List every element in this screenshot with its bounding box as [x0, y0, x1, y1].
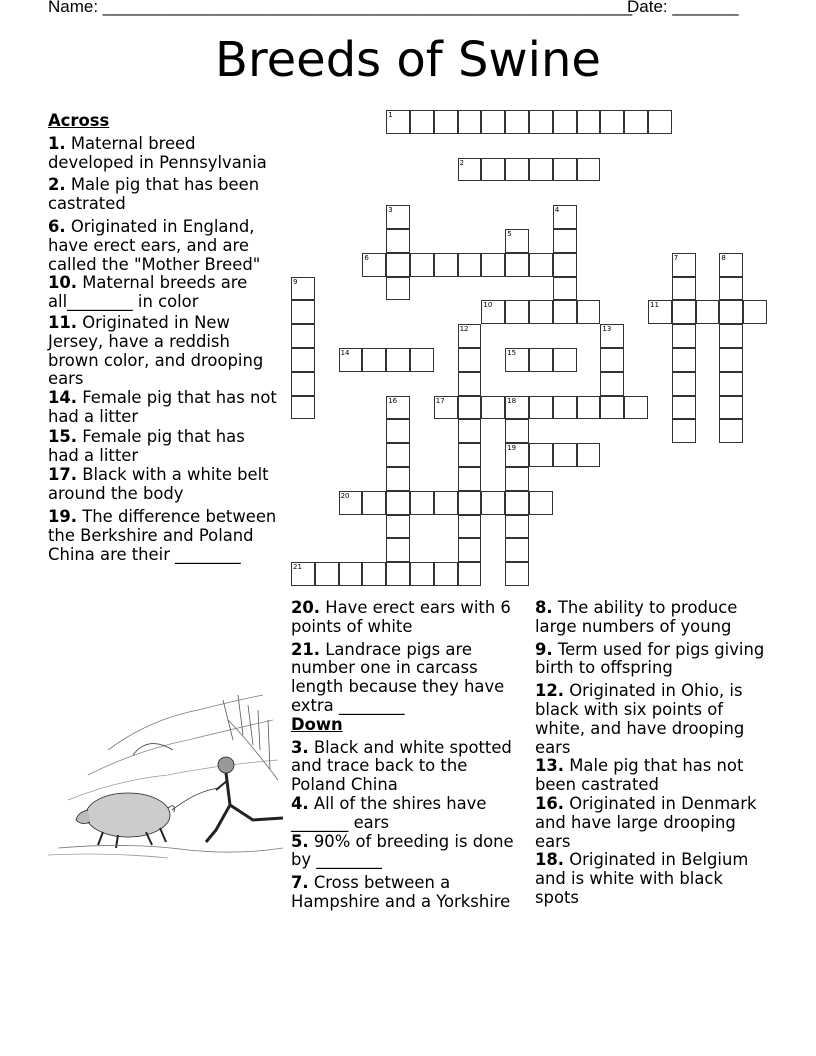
- grid-cell[interactable]: [553, 158, 577, 182]
- grid-cell[interactable]: [386, 348, 410, 372]
- grid-cell[interactable]: [719, 372, 743, 396]
- clue-down-8: 8. The ability to produce large numbers of young: [535, 598, 738, 636]
- grid-cell[interactable]: [553, 277, 577, 301]
- clue-number: 15: [507, 349, 517, 357]
- grid-cell[interactable]: [553, 229, 577, 253]
- grid-cell[interactable]: [291, 396, 315, 420]
- clue-across-19: 19. The difference between the Berkshire and Poland China are their ________: [48, 506, 277, 564]
- grid-cell[interactable]: [600, 396, 624, 420]
- grid-cell[interactable]: [719, 324, 743, 348]
- grid-cell[interactable]: [434, 491, 458, 515]
- grid-cell[interactable]: [505, 253, 529, 277]
- grid-cell[interactable]: [458, 253, 482, 277]
- clue-down-4: 4. All of the shires have _______ ears: [291, 793, 487, 832]
- clue-number: 14: [340, 349, 350, 357]
- grid-cell[interactable]: [434, 562, 458, 586]
- grid-cell[interactable]: [672, 419, 696, 443]
- grid-cell[interactable]: [553, 110, 577, 134]
- grid-cell[interactable]: [386, 110, 410, 134]
- grid-cell[interactable]: [481, 110, 505, 134]
- grid-cell[interactable]: [505, 538, 529, 562]
- grid-cell[interactable]: [481, 491, 505, 515]
- grid-cell[interactable]: [410, 110, 434, 134]
- clue-down-7: 7. Cross between a Hampshire and a Yorkshire: [291, 873, 511, 911]
- clue-across-1: 1. Maternal breed developed in Pennsylvania: [48, 133, 267, 172]
- grid-cell[interactable]: [362, 562, 386, 586]
- date-field-label: Date: _______: [627, 0, 739, 16]
- grid-cell[interactable]: [458, 467, 482, 491]
- grid-cell[interactable]: [672, 348, 696, 372]
- grid-cell[interactable]: [577, 300, 601, 324]
- grid-cell[interactable]: [386, 205, 410, 229]
- grid-cell[interactable]: [672, 396, 696, 420]
- grid-cell[interactable]: [672, 372, 696, 396]
- grid-cell[interactable]: [386, 467, 410, 491]
- name-field-label: Name: ________________________________________________________: [48, 0, 633, 16]
- grid-cell[interactable]: [458, 158, 482, 182]
- grid-cell[interactable]: [529, 158, 553, 182]
- grid-cell[interactable]: [291, 372, 315, 396]
- clue-down-16: 16. Originated in Denmark and have large drooping ears: [535, 793, 757, 851]
- grid-cell[interactable]: [743, 300, 767, 324]
- grid-cell[interactable]: [505, 467, 529, 491]
- clue-number: 13: [602, 325, 612, 334]
- grid-cell[interactable]: [339, 562, 363, 586]
- clue-down-5: 5. 90% of breeding is done by ________: [291, 831, 514, 870]
- clue-down-18: 18. Originated in Belgium and is white with black spots: [535, 850, 749, 907]
- grid-cell[interactable]: [719, 253, 743, 277]
- pig-chase-illustration-icon: [48, 680, 288, 865]
- clue-down-3: 3. Black and white spotted and trace back to the Poland China: [291, 737, 512, 795]
- clue-across-6: 6. Originated in England, have erect ears, and are called the "Mother Breed": [48, 216, 261, 274]
- grid-cell[interactable]: [529, 110, 553, 134]
- grid-cell[interactable]: [672, 324, 696, 348]
- grid-cell[interactable]: [458, 110, 482, 134]
- grid-cell[interactable]: [291, 562, 315, 586]
- grid-cell[interactable]: [386, 277, 410, 301]
- grid-cell[interactable]: [505, 515, 529, 539]
- clue-down-12: 12. Originated in Ohio, is black with six points of white, and have drooping ears: [535, 681, 745, 757]
- clue-across-14: 14. Female pig that has not had a litter: [48, 388, 277, 426]
- grid-cell[interactable]: [458, 372, 482, 396]
- grid-cell[interactable]: [505, 348, 529, 372]
- grid-cell[interactable]: [458, 491, 482, 515]
- grid-cell[interactable]: [505, 443, 529, 467]
- grid-cell[interactable]: [719, 396, 743, 420]
- clue-number: 17: [435, 396, 445, 405]
- grid-cell[interactable]: [553, 396, 577, 420]
- grid-cell[interactable]: [458, 515, 482, 539]
- grid-cell[interactable]: [386, 443, 410, 467]
- clue-number: 9: [293, 277, 298, 286]
- grid-cell[interactable]: [600, 372, 624, 396]
- grid-cell[interactable]: [386, 253, 410, 277]
- grid-cell[interactable]: [600, 348, 624, 372]
- clue-number: 4: [554, 206, 560, 215]
- clue-number: 3: [388, 206, 393, 215]
- grid-cell[interactable]: [458, 396, 482, 420]
- grid-cell[interactable]: [529, 253, 553, 277]
- grid-cell[interactable]: [291, 348, 315, 372]
- grid-cell[interactable]: [553, 443, 577, 467]
- grid-cell[interactable]: [648, 300, 672, 324]
- clue-number: 21: [293, 563, 302, 572]
- grid-cell[interactable]: [577, 443, 601, 467]
- grid-cell[interactable]: [719, 348, 743, 372]
- clue-number: 1: [388, 111, 393, 119]
- clue-number: 16: [388, 396, 398, 405]
- grid-cell[interactable]: [410, 253, 434, 277]
- grid-cell[interactable]: [648, 110, 672, 134]
- middle-clues-column: [291, 599, 527, 916]
- clue-number: 2: [459, 158, 465, 167]
- grid-cell[interactable]: [719, 277, 743, 301]
- grid-cell[interactable]: [362, 491, 386, 515]
- grid-cell[interactable]: [410, 348, 434, 372]
- clue-across-17: 17. Black with a white belt around the body: [48, 465, 269, 504]
- grid-cell[interactable]: [672, 277, 696, 301]
- grid-cell[interactable]: [505, 396, 529, 420]
- clue-number: 6: [364, 253, 369, 262]
- grid-cell[interactable]: [529, 443, 553, 467]
- grid-cell[interactable]: [672, 253, 696, 277]
- grid-cell[interactable]: [505, 110, 529, 134]
- grid-cell[interactable]: [672, 300, 696, 324]
- grid-cell[interactable]: [339, 491, 363, 515]
- grid-cell[interactable]: [505, 562, 529, 586]
- across-heading: Across: [48, 111, 110, 130]
- grid-cell[interactable]: [481, 300, 505, 324]
- grid-cell[interactable]: [529, 348, 553, 372]
- grid-cell[interactable]: [505, 300, 529, 324]
- grid-cell[interactable]: [362, 348, 386, 372]
- grid-cell[interactable]: [458, 538, 482, 562]
- grid-cell[interactable]: [386, 538, 410, 562]
- clue-number: 5: [507, 230, 512, 238]
- clue-across-2: 2. Male pig that has been castrated: [48, 175, 260, 214]
- clue-number: 20: [340, 491, 350, 500]
- clue-down-9: 9. Term used for pigs giving birth to offspring: [535, 639, 765, 678]
- grid-cell[interactable]: [719, 419, 743, 443]
- grid-cell[interactable]: [291, 300, 315, 324]
- grid-cell[interactable]: [434, 110, 458, 134]
- grid-cell[interactable]: [719, 300, 743, 324]
- clue-across-15: 15. Female pig that has had a litter: [48, 426, 245, 465]
- clue-across-21: 21. Landrace pigs are number one in carcass length because they have extra ________: [291, 639, 505, 715]
- grid-cell[interactable]: [386, 229, 410, 253]
- grid-cell[interactable]: [481, 253, 505, 277]
- grid-cell[interactable]: [553, 348, 577, 372]
- clue-number: 18: [507, 396, 517, 405]
- grid-cell[interactable]: [600, 324, 624, 348]
- grid-cell[interactable]: [386, 515, 410, 539]
- grid-cell[interactable]: [386, 419, 410, 443]
- grid-cell[interactable]: [553, 300, 577, 324]
- clue-down-13: 13. Male pig that has not been castrated: [535, 756, 744, 795]
- grid-cell[interactable]: [458, 348, 482, 372]
- clue-number: 8: [721, 253, 726, 262]
- grid-cell[interactable]: [577, 110, 601, 134]
- grid-cell[interactable]: [505, 158, 529, 182]
- grid-cell[interactable]: [505, 229, 529, 253]
- grid-cell[interactable]: [577, 396, 601, 420]
- grid-cell[interactable]: [386, 491, 410, 515]
- clue-across-20: 20. Have erect ears with 6 points of white: [291, 598, 511, 636]
- grid-cell[interactable]: [434, 253, 458, 277]
- grid-cell[interactable]: [386, 396, 410, 420]
- grid-cell[interactable]: [505, 491, 529, 515]
- right-clues-column: [535, 599, 771, 912]
- grid-cell[interactable]: [529, 396, 553, 420]
- clue-number: 10: [483, 301, 493, 310]
- grid-cell[interactable]: [553, 205, 577, 229]
- grid-cell[interactable]: [481, 158, 505, 182]
- grid-cell[interactable]: [600, 110, 624, 134]
- clue-across-10: 10. Maternal breeds are all________ in color: [48, 273, 248, 312]
- grid-cell[interactable]: [362, 253, 386, 277]
- grid-cell[interactable]: [458, 562, 482, 586]
- grid-cell[interactable]: [410, 562, 434, 586]
- grid-cell[interactable]: [315, 562, 339, 586]
- grid-cell[interactable]: [291, 277, 315, 301]
- grid-cell[interactable]: [481, 396, 505, 420]
- grid-cell[interactable]: [624, 396, 648, 420]
- grid-cell[interactable]: [553, 253, 577, 277]
- grid-cell[interactable]: [339, 348, 363, 372]
- grid-cell[interactable]: [529, 300, 553, 324]
- grid-cell[interactable]: [577, 158, 601, 182]
- grid-cell[interactable]: [410, 491, 434, 515]
- grid-cell[interactable]: [434, 396, 458, 420]
- grid-cell[interactable]: [291, 324, 315, 348]
- clue-number: 19: [507, 444, 517, 453]
- page-title: Breeds of Swine: [215, 32, 601, 88]
- grid-cell[interactable]: [458, 443, 482, 467]
- grid-cell[interactable]: [505, 419, 529, 443]
- grid-cell[interactable]: [529, 491, 553, 515]
- grid-cell[interactable]: [386, 562, 410, 586]
- grid-cell[interactable]: [696, 300, 720, 324]
- down-heading: Down: [291, 714, 343, 734]
- clue-number: 12: [459, 325, 469, 334]
- grid-cell[interactable]: [624, 110, 648, 134]
- clue-number: 7: [673, 253, 679, 262]
- clue-number: 11: [650, 301, 659, 310]
- grid-cell[interactable]: [458, 419, 482, 443]
- clue-across-11: 11. Originated in New Jersey, have a reddish brown color, and drooping ears: [48, 312, 264, 389]
- grid-cell[interactable]: [458, 324, 482, 348]
